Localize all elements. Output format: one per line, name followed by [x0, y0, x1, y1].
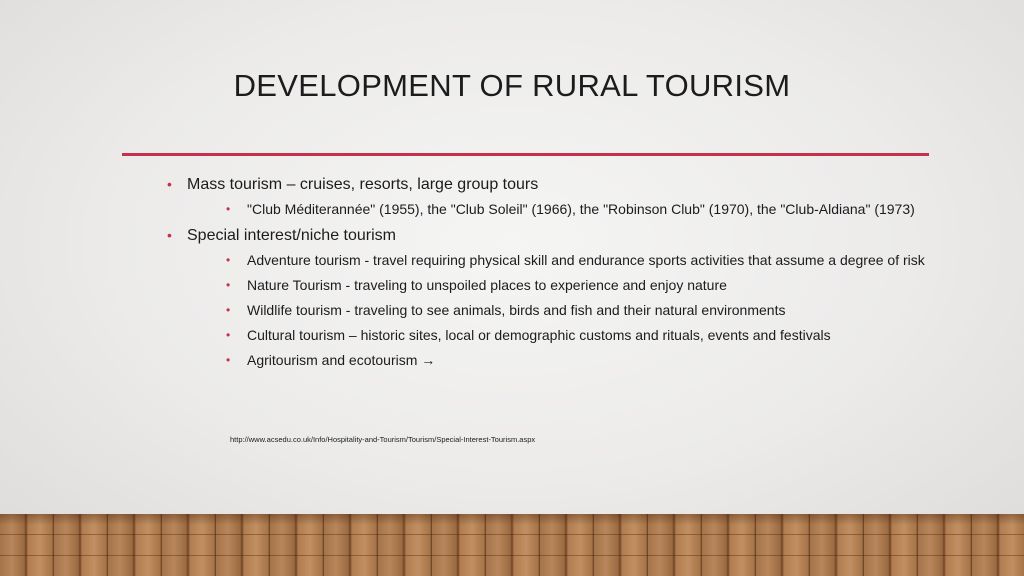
list-item-text: Special interest/niche tourism	[187, 227, 396, 244]
title-divider	[122, 153, 929, 156]
bullet-icon: •	[226, 303, 231, 317]
bullet-list	[166, 174, 926, 370]
list-item-mass-tourism	[166, 174, 926, 219]
bullet-icon: •	[167, 227, 172, 243]
sub-item	[226, 200, 926, 219]
source-link[interactable]: http://www.acsedu.co.uk/Info/Hospitality-and-Tourism/Tourism/Special-Interest-Tourism.aspx	[230, 435, 536, 444]
list-item-text: Mass tourism – cruises, resorts, large group tours	[187, 176, 539, 193]
bullet-icon: •	[167, 176, 172, 192]
sub-item	[226, 276, 926, 295]
sub-item-text: Nature Tourism - traveling to unspoiled places to experience and enjoy nature	[247, 277, 727, 293]
bullet-icon: •	[226, 328, 231, 342]
slide-title: DEVELOPMENT OF RURAL TOURISM	[233, 68, 791, 103]
sub-list	[187, 200, 926, 219]
wood-floor-decoration	[0, 514, 1024, 576]
list-item-special-interest	[166, 225, 926, 370]
slide-content	[166, 174, 926, 376]
bullet-icon: •	[226, 278, 231, 292]
sub-item-text: Adventure tourism - travel requiring physical skill and endurance sports activities that assume a degree of risk	[247, 252, 925, 268]
bullet-icon: •	[226, 253, 231, 267]
sub-item-text: Cultural tourism – historic sites, local or demographic customs and rituals, events and festivals	[247, 327, 831, 343]
bullet-icon: •	[226, 202, 231, 216]
sub-list	[187, 251, 926, 370]
sub-item	[226, 351, 926, 370]
sub-item	[226, 301, 926, 320]
sub-item-text: "Club Méditerannée" (1955), the "Club Soleil" (1966), the "Robinson Club" (1970), the "Club-Aldiana" (1973)	[247, 201, 915, 217]
sub-item	[226, 251, 926, 270]
sub-item	[226, 326, 926, 345]
sub-item-text: Agritourism and ecotourism →	[247, 352, 436, 368]
bullet-icon: •	[226, 353, 231, 367]
sub-item-text: Wildlife tourism - traveling to see animals, birds and fish and their natural environments	[247, 302, 786, 318]
